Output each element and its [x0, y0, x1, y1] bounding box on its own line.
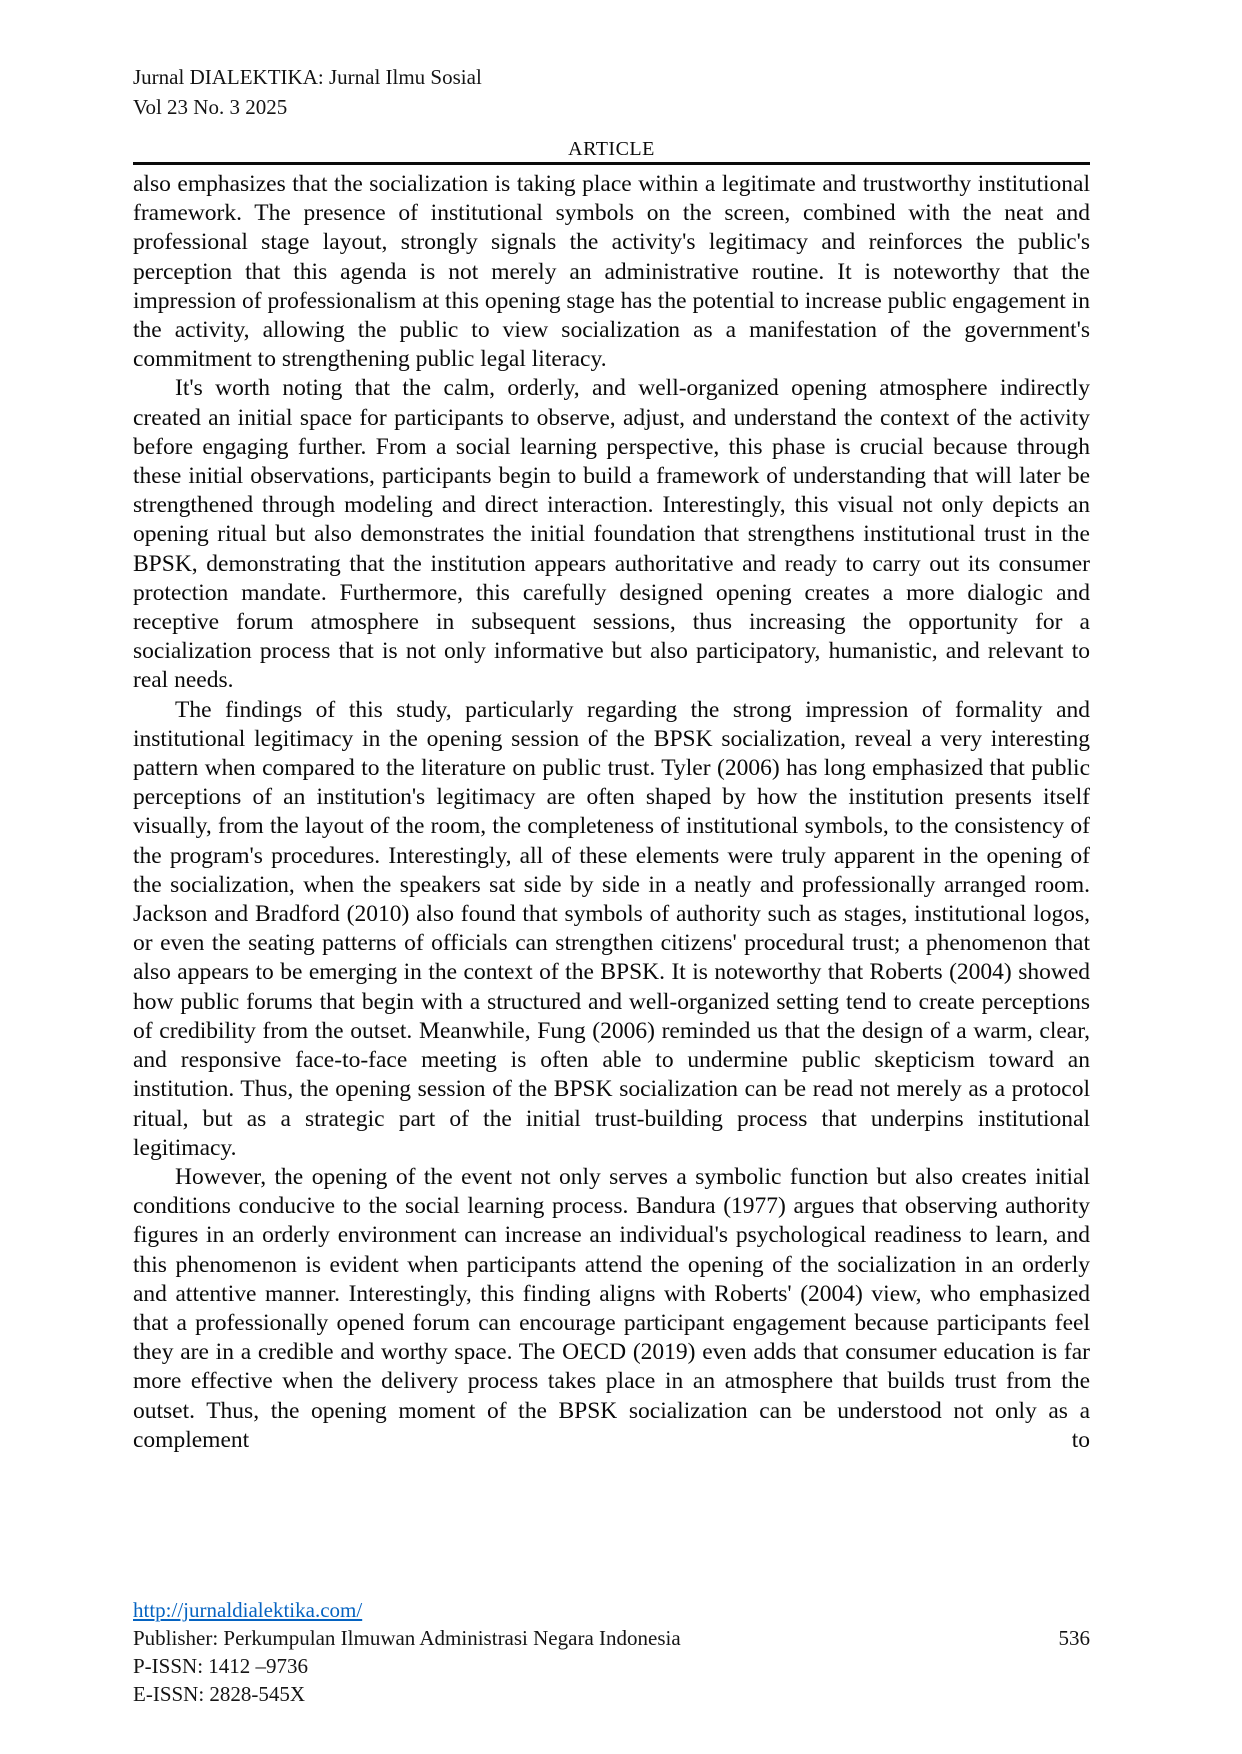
page-container [133, 0, 1090, 1754]
article-body [133, 170, 1090, 1455]
article-paragraph: However, the opening of the event not only serves a symbolic function but also creates initial conditions conducive to the social learning process. Bandura (1977) argues that observing authority figures in an orderly environment can increase an individual's psychological readiness to learn, and this phenomenon is evident when participants attend the opening of the socialization in an orderly and attentive manner. Interestingly, this finding aligns with Roberts' (2004) view, who emphasized that a professionally opened forum can encourage participant engagement because participants feel they are in a credible and worthy space. The OECD (2019) even adds that consumer education is far more effective when the delivery process takes place in an atmosphere that builds trust from the outset. Thus, the opening moment of the BPSK socialization can be understood not only as a complement to [133, 1163, 1090, 1453]
page-header [133, 0, 1090, 122]
publisher-row [133, 1624, 1090, 1652]
publisher-text: Publisher: Perkumpulan Ilmuwan Administrasi Negara Indonesia [133, 1626, 681, 1650]
volume-issue-line: Vol 23 No. 3 2025 [133, 95, 288, 119]
journal-url-link[interactable]: http://jurnaldialektika.com/ [133, 1598, 363, 1622]
section-label: ARTICLE [568, 138, 655, 160]
journal-title: Jurnal DIALEKTIKA: Jurnal Ilmu Sosial [133, 65, 482, 89]
article-paragraph: It's worth noting that the calm, orderly, and well-organized opening atmosphere indirectly created an initial space for participants to observe, adjust, and understand the context of the activity before engaging further. From a social learning perspective, this phase is crucial because through these initial observations, participants begin to build a framework of understanding that will later be strengthened through modeling and direct interaction. Interestingly, this visual not only depicts an opening ritual but also demonstrates the initial foundation that strengthens institutional trust in the BPSK, demonstrating that the institution appears authoritative and ready to carry out its consumer protection mandate. Furthermore, this carefully designed opening creates a more dialogic and receptive forum atmosphere in subsequent sessions, thus increasing the opportunity for a socialization process that is not only informative but also participatory, humanistic, and relevant to real needs. [133, 375, 1090, 694]
footer-link-row [133, 1596, 1090, 1624]
p-issn: P-ISSN: 1412 –9736 [133, 1654, 309, 1678]
page-footer [133, 1596, 1090, 1708]
article-paragraph: The findings of this study, particularly regarding the strong impression of formality and institutional legitimacy in the opening session of the BPSK socialization, reveal a very interesting pattern when compared to the literature on public trust. Tyler (2006) has long emphasized that public perceptions of an institution's legitimacy are often shaped by how the institution presents itself visually, from the layout of the room, the completeness of institutional symbols, to the consistency of the program's procedures. Interestingly, all of these elements were truly apparent in the opening of the socialization, when the speakers sat side by side in a neatly and professionally arranged room. Jackson and Bradford (2010) also found that symbols of authority such as stages, institutional logos, or even the seating patterns of officials can strengthen citizens' procedural trust; a phenomenon that also appears to be emerging in the context of the BPSK. It is noteworthy that Roberts (2004) showed how public forums that begin with a structured and well-organized setting tend to create perceptions of credibility from the outset. Meanwhile, Fung (2006) reminded us that the design of a warm, clear, and responsive face-to-face meeting is often able to undermine public skepticism toward an institution. Thus, the opening session of the BPSK socialization can be read not merely as a protocol ritual, but as a strategic part of the initial trust-building process that underpins institutional legitimacy. [133, 696, 1090, 1161]
page-number: 536 [1058, 1626, 1090, 1650]
e-issn: E-ISSN: 2828-545X [133, 1682, 306, 1706]
header-rule [133, 162, 1090, 165]
article-paragraph: also emphasizes that the socialization is taking place within a legitimate and trustworthy institutional framework. The presence of institutional symbols on the screen, combined with the neat and professional stage layout, strongly signals the activity's legitimacy and reinforces the public's perception that this agenda is not merely an administrative routine. It is noteworthy that the impression of professionalism at this opening stage has the potential to increase public engagement in the activity, allowing the public to view socialization as a manifestation of the government's commitment to strengthening public legal literacy. [133, 171, 1090, 373]
